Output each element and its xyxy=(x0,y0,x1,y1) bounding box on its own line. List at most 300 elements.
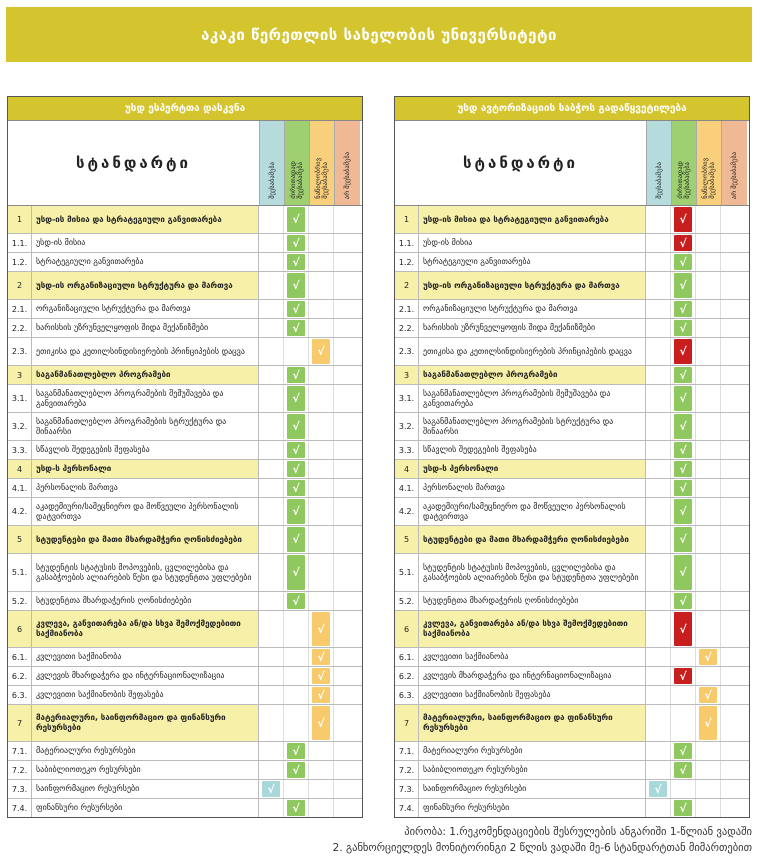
column-header-row xyxy=(8,121,362,206)
row-number: 7.3. xyxy=(8,780,32,798)
cell-non-compliant xyxy=(721,554,746,591)
row-label: სწავლის შედეგების შეფასება xyxy=(32,441,259,459)
cell-mostly-compliant xyxy=(671,780,696,798)
row-number: 2.1. xyxy=(395,300,419,318)
row-number: 7.1. xyxy=(8,742,32,760)
cell-compliant xyxy=(259,686,284,704)
row-label: მატერიალური რესურსები xyxy=(32,742,259,760)
row-number: 7.4. xyxy=(8,799,32,817)
cell-non-compliant xyxy=(334,554,359,591)
cell-mostly-compliant xyxy=(671,366,696,384)
row-label: კვლევის მხარდაჭერა და ინტერნაციონალიზაცია xyxy=(419,667,646,685)
check-mark-icon: √ xyxy=(699,687,717,703)
cell-compliant xyxy=(646,253,671,271)
cell-mostly-compliant xyxy=(671,319,696,337)
check-mark-icon: √ xyxy=(287,461,305,477)
cell-partially-compliant xyxy=(309,338,334,365)
cell-partially-compliant xyxy=(309,648,334,666)
cell-compliant xyxy=(646,366,671,384)
standards-header: სტანდარტი xyxy=(8,121,260,205)
check-mark-icon: √ xyxy=(649,781,667,797)
substandard-row xyxy=(395,300,749,319)
cell-non-compliant xyxy=(334,413,359,440)
cell-non-compliant xyxy=(334,253,359,271)
substandard-row xyxy=(395,592,749,611)
substandard-row xyxy=(8,479,362,498)
cell-partially-compliant xyxy=(309,799,334,817)
cell-non-compliant xyxy=(334,479,359,497)
row-number: 4 xyxy=(395,460,419,478)
cell-mostly-compliant xyxy=(284,554,309,591)
column-header-row xyxy=(395,121,749,206)
substandard-row xyxy=(395,667,749,686)
row-label: საგანმანათლებლო პროგრამების სტრუქტურა და შინაარსი xyxy=(419,413,646,440)
row-number: 5.1. xyxy=(395,554,419,591)
row-label: სტუდენტის სტატუსის მოპოვების, ცვლილებისა და გასაბჭოების ალიარების წესი და სტუდენტთა უფლებები xyxy=(419,554,646,591)
check-mark-icon: √ xyxy=(287,800,305,816)
cell-mostly-compliant xyxy=(284,526,309,553)
row-label: უსდ-ის მისია და სტრატეგიული განვითარება xyxy=(419,206,646,233)
column-compliant: შეესაბამება xyxy=(647,121,672,205)
standard-row xyxy=(8,206,362,234)
column-compliant: შეესაბამება xyxy=(260,121,285,205)
row-number: 7 xyxy=(8,705,32,741)
check-mark-icon: √ xyxy=(312,612,330,646)
cell-non-compliant xyxy=(334,648,359,666)
cell-compliant xyxy=(259,498,284,525)
cell-non-compliant xyxy=(721,705,746,741)
check-mark-icon: √ xyxy=(312,339,330,364)
cell-mostly-compliant xyxy=(284,742,309,760)
cell-compliant xyxy=(646,300,671,318)
row-number: 7 xyxy=(395,705,419,741)
cell-partially-compliant xyxy=(696,799,721,817)
row-number: 4.1. xyxy=(8,479,32,497)
row-number: 5 xyxy=(8,526,32,553)
row-label: კვლევითი საქმიანობა xyxy=(32,648,259,666)
substandard-row xyxy=(8,234,362,253)
cell-compliant xyxy=(646,667,671,685)
row-label: აკადემიური/სამეცნიერო და მოწვეული პერსონალის დატვირთვა xyxy=(32,498,259,525)
cell-mostly-compliant xyxy=(671,742,696,760)
cell-mostly-compliant xyxy=(284,385,309,412)
cell-non-compliant xyxy=(334,799,359,817)
check-mark-icon: √ xyxy=(312,687,330,703)
cell-partially-compliant xyxy=(309,742,334,760)
cell-compliant xyxy=(646,554,671,591)
cell-compliant xyxy=(646,705,671,741)
column-partially-compliant: ნაწილობრივ შეესაბამება xyxy=(697,121,722,205)
standard-row xyxy=(8,611,362,648)
substandard-row xyxy=(395,441,749,460)
row-label: უსდ-ის ორგანიზაციული სტრუქტურა და მართვა xyxy=(32,272,259,299)
cell-compliant xyxy=(646,460,671,478)
substandard-row xyxy=(8,780,362,799)
cell-partially-compliant xyxy=(309,272,334,299)
check-mark-icon: √ xyxy=(674,800,692,816)
cell-mostly-compliant xyxy=(284,498,309,525)
cell-partially-compliant xyxy=(309,253,334,271)
cell-mostly-compliant xyxy=(671,526,696,553)
cell-compliant xyxy=(259,272,284,299)
cell-mostly-compliant xyxy=(671,460,696,478)
cell-non-compliant xyxy=(721,366,746,384)
cell-partially-compliant xyxy=(309,319,334,337)
row-number: 3 xyxy=(8,366,32,384)
row-label: სტუდენტები და მათი მხარდამჭერი ღონისძიებები xyxy=(419,526,646,553)
cell-non-compliant xyxy=(721,234,746,252)
row-label: უსდ-ს პერსონალი xyxy=(419,460,646,478)
check-mark-icon: √ xyxy=(674,668,692,684)
row-number: 5.1. xyxy=(8,554,32,591)
check-mark-icon: √ xyxy=(287,254,305,270)
row-label: სტუდენტთა მხარდაჭერის ღონისძიებები xyxy=(419,592,646,610)
cell-compliant xyxy=(259,705,284,741)
row-number: 4.2. xyxy=(8,498,32,525)
check-mark-icon: √ xyxy=(674,273,692,298)
row-number: 7.3. xyxy=(395,780,419,798)
cell-mostly-compliant xyxy=(671,686,696,704)
cell-mostly-compliant xyxy=(671,667,696,685)
check-mark-icon: √ xyxy=(674,320,692,336)
table-body xyxy=(8,206,362,817)
substandard-row xyxy=(8,667,362,686)
row-label: მატერიალური, საინფორმაციო და ფინანსური რესურსები xyxy=(32,705,259,741)
check-mark-icon: √ xyxy=(674,301,692,317)
cell-mostly-compliant xyxy=(284,705,309,741)
substandard-row xyxy=(8,441,362,460)
check-mark-icon: √ xyxy=(674,612,692,646)
column-non-compliant: არ შეესაბამება xyxy=(335,121,360,205)
check-mark-icon: √ xyxy=(312,706,330,740)
row-number: 2.1. xyxy=(8,300,32,318)
cell-compliant xyxy=(646,526,671,553)
cell-mostly-compliant xyxy=(671,300,696,318)
cell-partially-compliant xyxy=(309,611,334,647)
authorization-council-decision-table xyxy=(394,96,750,818)
cell-compliant xyxy=(259,206,284,233)
cell-non-compliant xyxy=(334,234,359,252)
row-label: სტრატეგიული განვითარება xyxy=(419,253,646,271)
cell-partially-compliant xyxy=(696,479,721,497)
cell-mostly-compliant xyxy=(671,761,696,779)
check-mark-icon: √ xyxy=(287,367,305,383)
row-label: უსდ-ის მისია და სტრატეგიული განვითარება xyxy=(32,206,259,233)
cell-mostly-compliant xyxy=(671,385,696,412)
cell-partially-compliant xyxy=(309,761,334,779)
cell-non-compliant xyxy=(334,366,359,384)
cell-mostly-compliant xyxy=(671,479,696,497)
cell-partially-compliant xyxy=(696,761,721,779)
cell-non-compliant xyxy=(334,705,359,741)
cell-non-compliant xyxy=(334,385,359,412)
cell-mostly-compliant xyxy=(671,441,696,459)
row-label: კვლევითი საქმიანობა xyxy=(419,648,646,666)
cell-non-compliant xyxy=(334,272,359,299)
cell-non-compliant xyxy=(721,611,746,647)
cell-mostly-compliant xyxy=(284,479,309,497)
check-mark-icon: √ xyxy=(674,235,692,251)
cell-mostly-compliant xyxy=(284,413,309,440)
cell-mostly-compliant xyxy=(284,272,309,299)
cell-mostly-compliant xyxy=(284,460,309,478)
cell-partially-compliant xyxy=(696,234,721,252)
cell-partially-compliant xyxy=(309,686,334,704)
cell-mostly-compliant xyxy=(284,206,309,233)
row-label: კვლევა, განვითარება ან/და სხვა შემოქმედებითი საქმიანობა xyxy=(32,611,259,647)
cell-partially-compliant xyxy=(309,592,334,610)
cell-mostly-compliant xyxy=(284,441,309,459)
row-number: 3.3. xyxy=(8,441,32,459)
row-label: საგანმანათლებლო პროგრამების შემუშავება და განვითარება xyxy=(419,385,646,412)
cell-non-compliant xyxy=(721,742,746,760)
row-label: აკადემიური/სამეცნიერო და მოწვეული პერსონალის დატვირთვა xyxy=(419,498,646,525)
substandard-row xyxy=(395,648,749,667)
condition-note-line-1: პირობა: 1.რეკომენდაციების შესრულების ანგარიში 1-წლიან ვადაში xyxy=(404,826,752,838)
cell-non-compliant xyxy=(721,648,746,666)
check-mark-icon: √ xyxy=(674,743,692,759)
row-label: საგანმანათლებლო პროგრამები xyxy=(32,366,259,384)
check-mark-icon: √ xyxy=(287,207,305,232)
row-label: ფინანსური რესურსები xyxy=(419,799,646,817)
row-label: მატერიალური რესურსები xyxy=(419,742,646,760)
standard-row xyxy=(395,611,749,648)
row-label: სტრატეგიული განვითარება xyxy=(32,253,259,271)
cell-mostly-compliant xyxy=(671,413,696,440)
cell-mostly-compliant xyxy=(671,554,696,591)
substandard-row xyxy=(8,253,362,272)
column-non-compliant: არ შეესაბამება xyxy=(722,121,747,205)
cell-compliant xyxy=(646,799,671,817)
cell-compliant xyxy=(259,234,284,252)
cell-compliant xyxy=(646,761,671,779)
cell-partially-compliant xyxy=(309,667,334,685)
substandard-row xyxy=(8,742,362,761)
cell-compliant xyxy=(646,686,671,704)
cell-non-compliant xyxy=(721,479,746,497)
substandard-row xyxy=(395,780,749,799)
cell-non-compliant xyxy=(721,761,746,779)
check-mark-icon: √ xyxy=(674,480,692,496)
row-label: მატერიალური, საინფორმაციო და ფინანსური რესურსები xyxy=(419,705,646,741)
cell-partially-compliant xyxy=(696,300,721,318)
substandard-row xyxy=(8,498,362,526)
standard-row xyxy=(8,526,362,554)
cell-mostly-compliant xyxy=(671,498,696,525)
substandard-row xyxy=(395,479,749,498)
cell-non-compliant xyxy=(721,460,746,478)
check-mark-icon: √ xyxy=(674,442,692,458)
row-label: საინფორმაციო რესურსები xyxy=(32,780,259,798)
expert-conclusion-table xyxy=(7,96,363,818)
cell-partially-compliant xyxy=(696,272,721,299)
cell-compliant xyxy=(646,611,671,647)
cell-partially-compliant xyxy=(696,366,721,384)
cell-compliant xyxy=(646,338,671,365)
check-mark-icon: √ xyxy=(287,499,305,524)
cell-partially-compliant xyxy=(696,780,721,798)
cell-partially-compliant xyxy=(309,441,334,459)
row-label: ორგანიზაციული სტრუქტურა და მართვა xyxy=(32,300,259,318)
row-number: 7.2. xyxy=(8,761,32,779)
check-mark-icon: √ xyxy=(287,743,305,759)
cell-compliant xyxy=(259,441,284,459)
row-label: ფინანსური რესურსები xyxy=(32,799,259,817)
standard-row xyxy=(395,272,749,300)
standard-row xyxy=(395,705,749,742)
cell-compliant xyxy=(259,319,284,337)
substandard-row xyxy=(8,385,362,413)
row-number: 6 xyxy=(395,611,419,647)
row-label: უსდ-ს პერსონალი xyxy=(32,460,259,478)
substandard-row xyxy=(8,413,362,441)
cell-non-compliant xyxy=(334,206,359,233)
cell-non-compliant xyxy=(721,780,746,798)
substandard-row xyxy=(8,648,362,667)
substandard-row xyxy=(8,338,362,366)
cell-compliant xyxy=(259,253,284,271)
cell-non-compliant xyxy=(721,526,746,553)
row-number: 3.2. xyxy=(8,413,32,440)
cell-mostly-compliant xyxy=(284,338,309,365)
cell-mostly-compliant xyxy=(671,253,696,271)
row-label: უსდ-ის მისია xyxy=(32,234,259,252)
cell-compliant xyxy=(259,761,284,779)
cell-mostly-compliant xyxy=(671,206,696,233)
standard-row xyxy=(8,705,362,742)
substandard-row xyxy=(395,413,749,441)
cell-partially-compliant xyxy=(696,742,721,760)
row-label: სწავლის შედეგების შეფასება xyxy=(419,441,646,459)
cell-compliant xyxy=(259,526,284,553)
standard-row xyxy=(395,366,749,385)
standard-row xyxy=(395,526,749,554)
cell-compliant xyxy=(646,592,671,610)
cell-mostly-compliant xyxy=(284,234,309,252)
cell-partially-compliant xyxy=(696,338,721,365)
check-mark-icon: √ xyxy=(674,367,692,383)
substandard-row xyxy=(8,799,362,817)
row-label: საგანმანათლებლო პროგრამების შემუშავება და განვითარება xyxy=(32,385,259,412)
row-label: სტუდენტთა მხარდაჭერის ღონისძიებები xyxy=(32,592,259,610)
cell-mostly-compliant xyxy=(284,686,309,704)
substandard-row xyxy=(395,338,749,366)
cell-partially-compliant xyxy=(309,780,334,798)
row-number: 1.2. xyxy=(395,253,419,271)
substandard-row xyxy=(395,234,749,253)
row-label: საგანმანათლებლო პროგრამების სტრუქტურა და შინაარსი xyxy=(32,413,259,440)
cell-non-compliant xyxy=(721,253,746,271)
check-mark-icon: √ xyxy=(287,386,305,411)
substandard-row xyxy=(395,498,749,526)
cell-non-compliant xyxy=(721,667,746,685)
page-banner xyxy=(6,7,752,62)
check-mark-icon: √ xyxy=(262,781,280,797)
row-number: 2.3. xyxy=(395,338,419,365)
cell-mostly-compliant xyxy=(284,648,309,666)
row-label: საბიბლიოთეკო რესურსები xyxy=(32,761,259,779)
check-mark-icon: √ xyxy=(699,706,717,740)
cell-partially-compliant xyxy=(309,526,334,553)
cell-non-compliant xyxy=(721,319,746,337)
row-number: 5.2. xyxy=(8,592,32,610)
cell-non-compliant xyxy=(334,761,359,779)
row-number: 6.2. xyxy=(395,667,419,685)
cell-partially-compliant xyxy=(696,667,721,685)
cell-mostly-compliant xyxy=(284,366,309,384)
condition-note-line-2: 2. განხორციელდეს მონიტორინგი 2 წლის ვადაში მე-6 სტანდარტთან მიმართებით xyxy=(332,842,752,854)
cell-compliant xyxy=(259,366,284,384)
check-mark-icon: √ xyxy=(699,649,717,665)
check-mark-icon: √ xyxy=(287,555,305,590)
cell-partially-compliant xyxy=(696,705,721,741)
row-label: პერსონალის მართვა xyxy=(32,479,259,497)
row-number: 4.2. xyxy=(395,498,419,525)
cell-partially-compliant xyxy=(696,385,721,412)
cell-non-compliant xyxy=(721,206,746,233)
cell-compliant xyxy=(646,742,671,760)
row-label: სტუდენტები და მათი მხარდამჭერი ღონისძიებები xyxy=(32,526,259,553)
cell-mostly-compliant xyxy=(284,780,309,798)
cell-compliant xyxy=(646,272,671,299)
cell-mostly-compliant xyxy=(284,300,309,318)
cell-compliant xyxy=(646,413,671,440)
cell-mostly-compliant xyxy=(671,705,696,741)
cell-compliant xyxy=(646,780,671,798)
cell-non-compliant xyxy=(721,498,746,525)
row-label: საინფორმაციო რესურსები xyxy=(419,780,646,798)
cell-non-compliant xyxy=(334,742,359,760)
substandard-row xyxy=(395,253,749,272)
check-mark-icon: √ xyxy=(674,254,692,270)
cell-non-compliant xyxy=(334,498,359,525)
substandard-row xyxy=(395,319,749,338)
cell-mostly-compliant xyxy=(284,667,309,685)
cell-partially-compliant xyxy=(696,592,721,610)
cell-compliant xyxy=(259,554,284,591)
row-number: 6.1. xyxy=(8,648,32,666)
page-title: აკაკი წერეთლის სახელობის უნივერსიტეტი xyxy=(201,25,557,44)
row-number: 3.1. xyxy=(395,385,419,412)
cell-compliant xyxy=(646,319,671,337)
check-mark-icon: √ xyxy=(674,461,692,477)
row-label: პერსონალის მართვა xyxy=(419,479,646,497)
condition-note xyxy=(6,824,752,856)
row-label: კვლევითი საქმიანობის შეფასება xyxy=(419,686,646,704)
cell-compliant xyxy=(259,479,284,497)
cell-mostly-compliant xyxy=(284,253,309,271)
row-number: 1.1. xyxy=(395,234,419,252)
check-mark-icon: √ xyxy=(674,414,692,439)
row-number: 6 xyxy=(8,611,32,647)
row-number: 4.1. xyxy=(395,479,419,497)
check-mark-icon: √ xyxy=(674,339,692,364)
check-mark-icon: √ xyxy=(287,273,305,298)
cell-partially-compliant xyxy=(309,234,334,252)
cell-compliant xyxy=(259,742,284,760)
standard-row xyxy=(8,460,362,479)
row-number: 2.2. xyxy=(8,319,32,337)
cell-non-compliant xyxy=(334,592,359,610)
table-header-title: უსდ ესპერტთა დასკვნა xyxy=(8,97,362,121)
column-mostly-compliant: ძირითადად შეესაბამება xyxy=(285,121,310,205)
cell-mostly-compliant xyxy=(671,272,696,299)
check-mark-icon: √ xyxy=(312,649,330,665)
cell-compliant xyxy=(259,799,284,817)
substandard-row xyxy=(395,686,749,705)
cell-partially-compliant xyxy=(696,611,721,647)
row-number: 7.1. xyxy=(395,742,419,760)
